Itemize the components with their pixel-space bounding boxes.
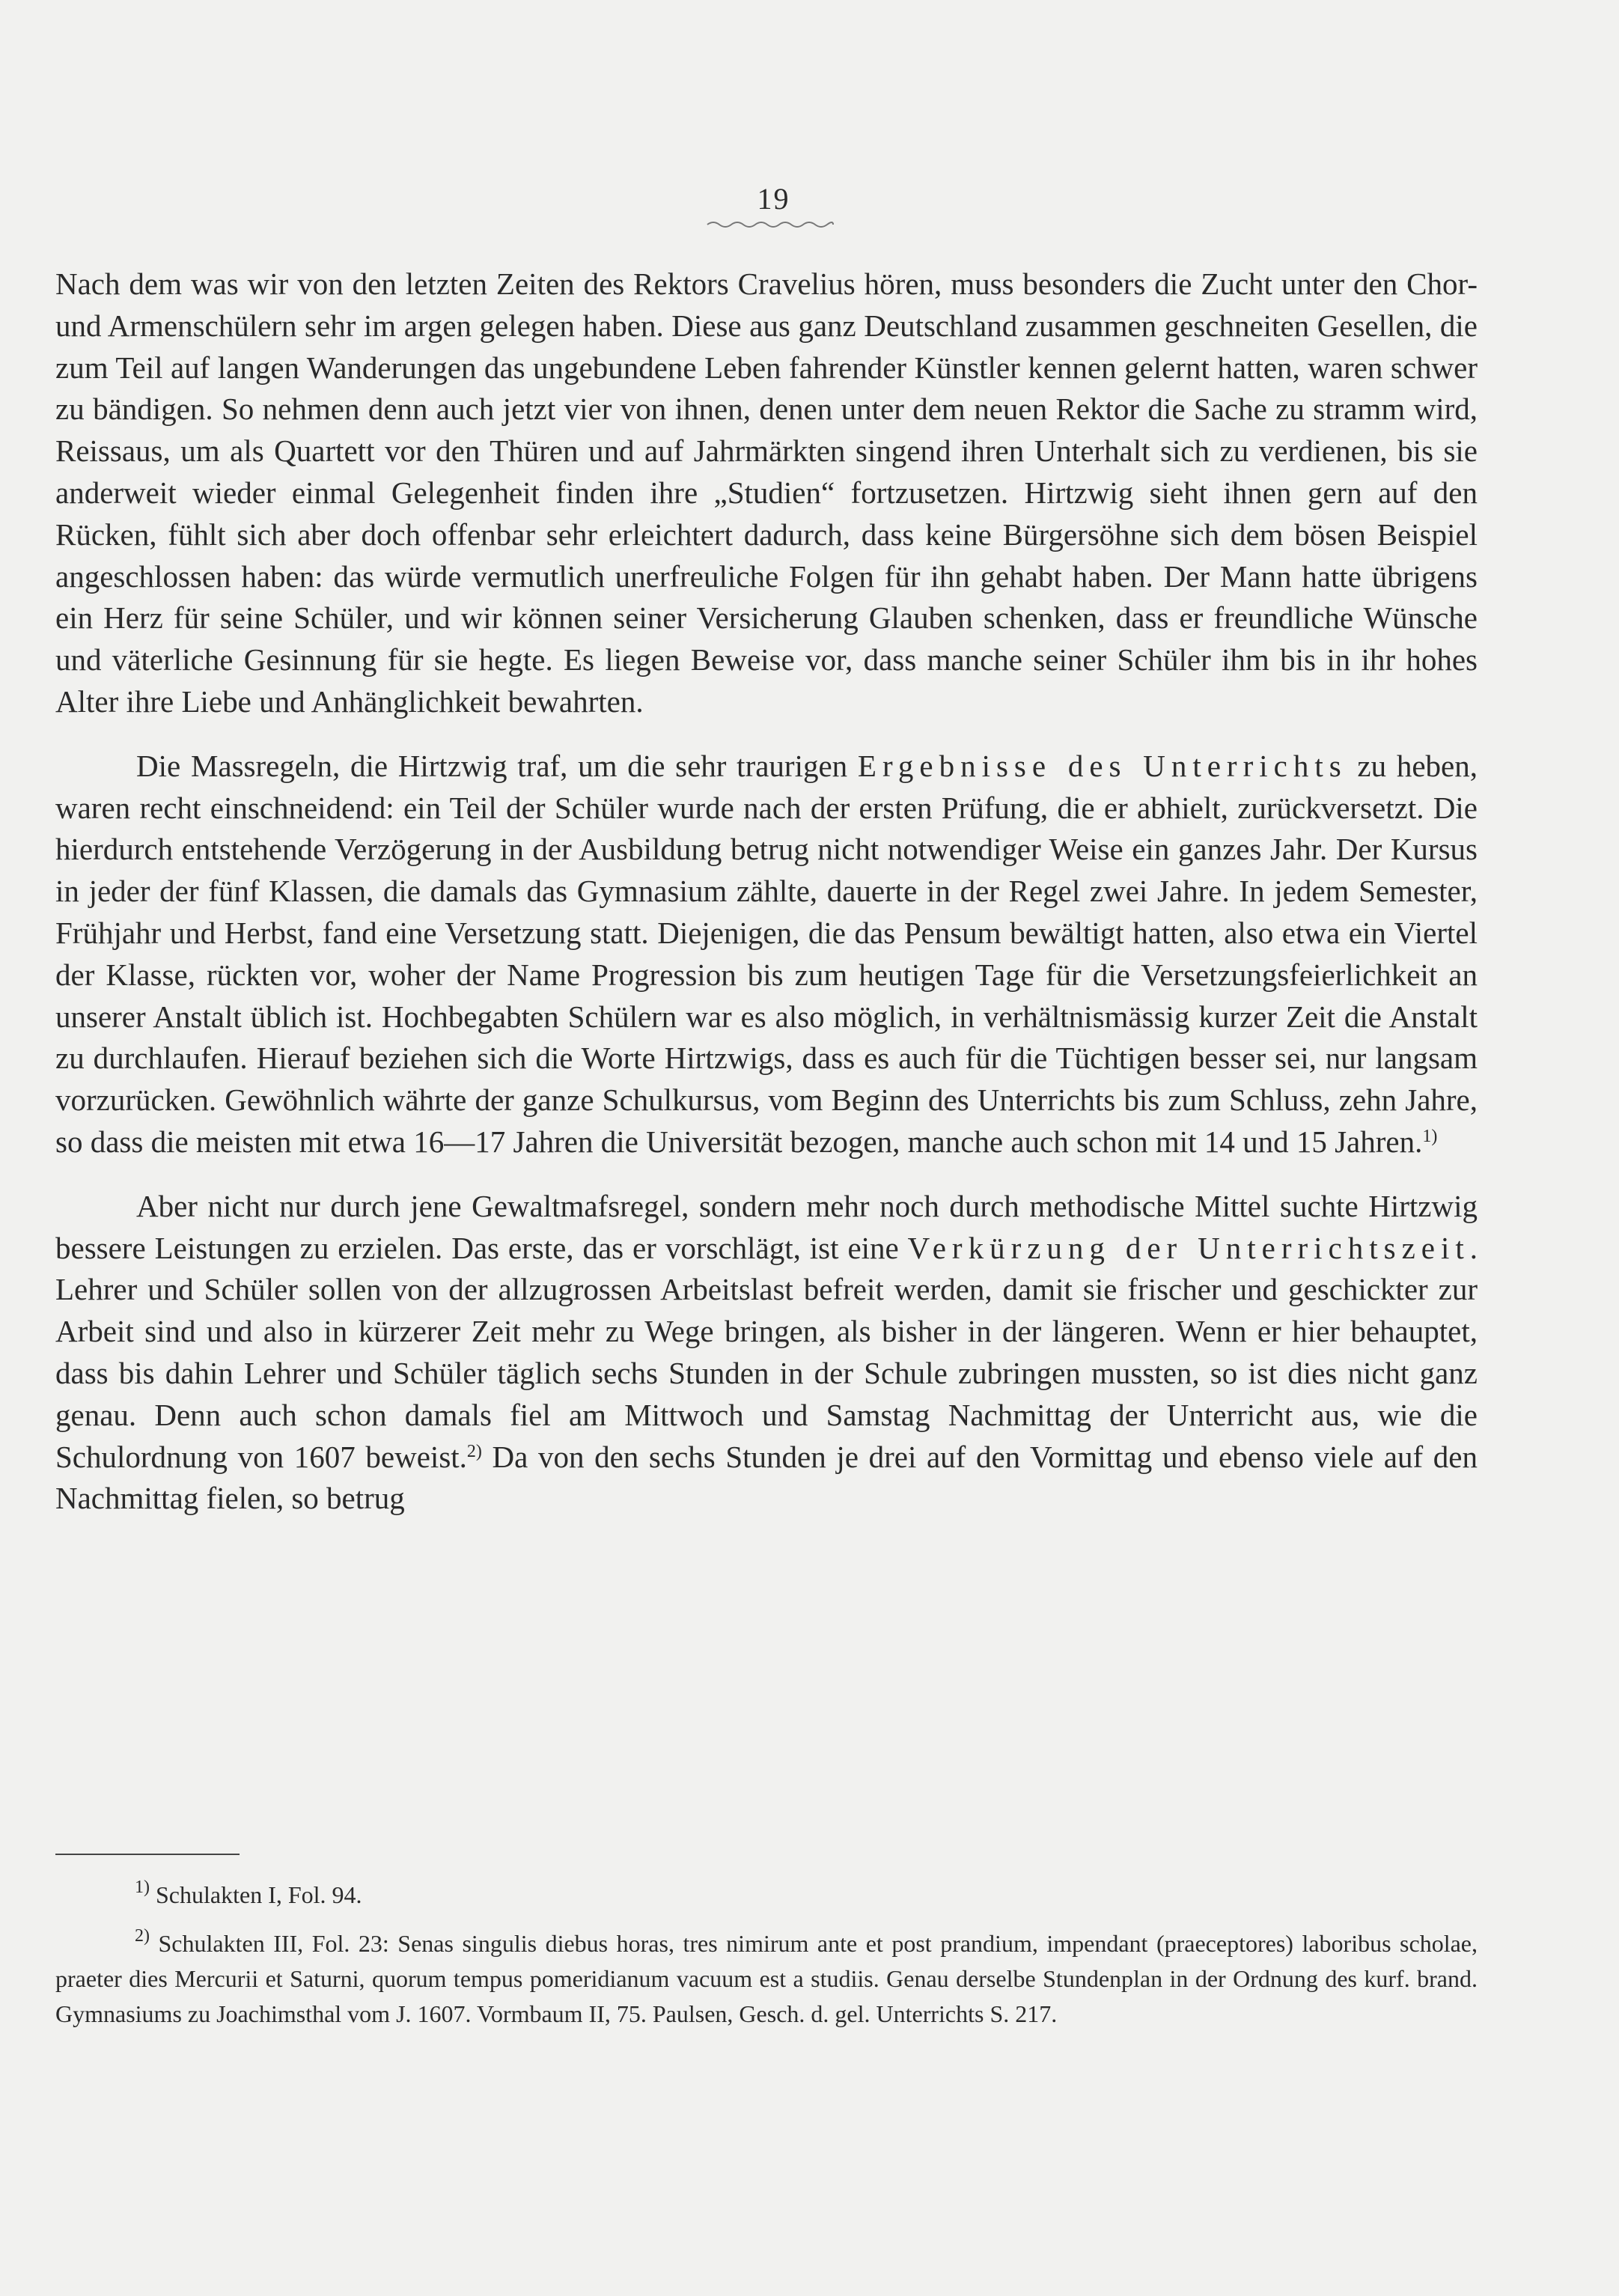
text-run: . Lehrer und Schüler sollen von der allzugrossen Arbeitslast befreit werden, damit sie frischer und geschickter zur Arbeit sind und also in kürzerer Zeit mehr zu Wege bringen, als bisher in der längeren. Wenn er hier behauptet, dass bis dahin Lehrer und Schüler täglich sechs Stunden in der Schule zubringen mussten, so ist dies nicht ganz genau. Denn auch schon damals fiel am Mittwoch und Samstag Nachmittag der Unterricht aus, wie die Schulordnung von 1607 beweist. [55,1230,1478,1474]
footnote-text: Schulakten III, Fol. 23: Senas singulis diebus horas, tres nimirum ante et post prandium, impendant (praeceptores) laboribus scholae, praeter dies Mercurii et Saturni, quorum tempus pomeridianum vacuum est a studiis. Genau derselbe Stundenplan in der Ordnung des kurf. brand. Gymnasiums zu Joachimsthal vom J. 1607. Vormbaum II, 75. Paulsen, Gesch. d. gel. Unterrichts S. 217. [55,1930,1478,2027]
text-run: zu heben, waren recht einschneidend: ein Teil der Schüler wurde nach der ersten Prüfung, die er abhielt, zurückversetzt. Die hierdurch entstehende Verzögerung in der Ausbildung betrug nicht notwendiger Weise ein ganzes Jahr. Der Kursus in jeder der fünf Klassen, die damals das Gymnasium zählte, dauerte in der Regel zwei Jahre. In jedem Semester, Frühjahr und Herbst, fand eine Versetzung statt. Diejenigen, die das Pensum bewältigt hatten, also etwa ein Viertel der Klasse, rückten vor, woher der Name Progression bis zum heutigen Tage für die Versetzungsfeierlichkeit an unserer Anstalt üblich ist. Hochbegabten Schülern war es also möglich, in verhältnismässig kurzer Zeit die Anstalt zu durchlaufen. Hierauf beziehen sich die Worte Hirtzwigs, dass es auch für die Tüchtigen besser sei, nur langsam vorzurücken. Gewöhnlich währte der ganze Schulkursus, vom Beginn des Unterrichts bis zum Schluss, zehn Jahre, so dass die meisten mit etwa 16—17 Jahren die Universität bezogen, manche auch schon mit 14 und 15 Jahren. [55,748,1478,1159]
text-run: Die Massregeln, die Hirtzwig traf, um die sehr traurigen [136,748,858,783]
footnote-reference: 1) [1422,1126,1438,1146]
body-text [55,264,1478,1520]
footnote-mark: 1) [135,1878,150,1897]
paragraph [55,1186,1478,1520]
paragraph [55,746,1478,1163]
wavy-rule-ornament [706,219,835,229]
text-run: Aber nicht nur durch jene Gewaltmafsregel, sondern mehr noch durch methodische Mittel suchte Hirtzwig bessere Leistungen zu erzielen. Das erste, das er vorschlägt, ist eine [55,1188,1478,1265]
spaced-emphasis: Verkürzung der Unterrichtszeit [907,1230,1470,1265]
text-run: Da von den sechs Stunden je drei auf den Vormittag und ebenso viele auf den Nachmittag fielen, so betrug [55,1439,1478,1516]
footnote-text: Schulakten I, Fol. 94. [150,1881,362,1908]
spaced-emphasis: Ergebnisse des Unterrichts [857,748,1347,783]
footnote [55,1926,1478,2032]
footnotes [55,1878,1478,2032]
footnote-divider [55,1854,240,1855]
paragraph [55,264,1478,723]
footnote-reference: 2) [466,1441,482,1461]
page-number: 19 [757,182,790,216]
footnote [55,1878,1478,1913]
footnote-mark: 2) [135,1926,150,1946]
text-run: Nach dem was wir von den letzten Zeiten des Rektors Cravelius hören, muss besonders die Zucht unter den Chor- und Armenschülern sehr im argen gelegen haben. Diese aus ganz Deutschland zusammen geschneiten Gesellen, die zum Teil auf langen Wanderungen das ungebundene Leben fahrender Künstler kennen gelernt hatten, waren schwer zu bändigen. So nehmen denn auch jetzt vier von ihnen, denen unter dem neuen Rektor die Sache zu stramm wird, Reissaus, um als Quartett vor den Thüren und auf Jahrmärkten singend ihren Unterhalt sich zu verdienen, bis sie anderweit wieder einmal Gelegenheit finden ihre „Studien“ fortzusetzen. Hirtzwig sieht ihnen gern auf den Rücken, fühlt sich aber doch offenbar sehr erleichtert dadurch, dass keine Bürgersöhne sich dem bösen Beispiel angeschlossen haben: das würde vermutlich unerfreuliche Folgen für ihn gehabt haben. Der Mann hatte übrigens ein Herz für seine Schüler, und wir können seiner Versicherung Glauben schenken, dass er freundliche Wünsche und väterliche Gesinnung für sie hegte. Es liegen Beweise vor, dass manche seiner Schüler ihm bis in ihr hohes Alter ihre Liebe und Anhänglichkeit bewahrten. [55,267,1478,719]
